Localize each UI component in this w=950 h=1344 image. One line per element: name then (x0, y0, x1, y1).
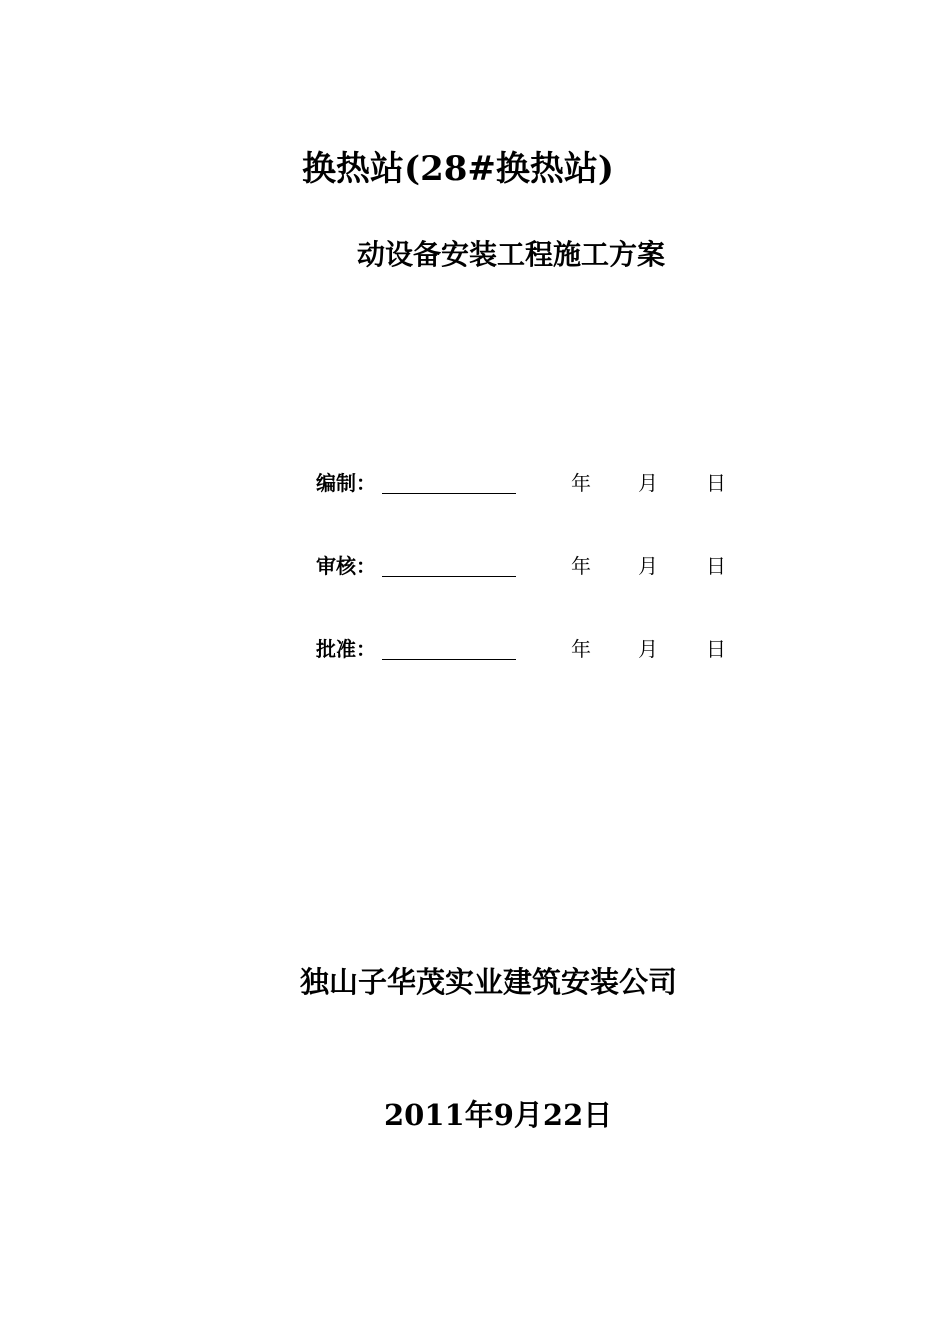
date-year-label: 年 (571, 471, 591, 495)
date-year-label: 年 (571, 637, 591, 661)
signature-label: 编制： (316, 471, 376, 495)
document-title: 换热站(28#换热站) (302, 149, 614, 189)
signature-row-review (316, 549, 736, 583)
signature-blank-line (382, 493, 516, 494)
date-month-label: 月 (638, 471, 658, 495)
signature-row-approve (316, 632, 736, 666)
date-month-label: 月 (638, 637, 658, 661)
signature-blank-line (382, 659, 516, 660)
signature-label: 审核： (316, 554, 376, 578)
signature-blank-line (382, 576, 516, 577)
signature-label: 批准： (316, 637, 376, 661)
date-year-label: 年 (571, 554, 591, 578)
company-name: 独山子华茂实业建筑安装公司 (300, 965, 678, 999)
signature-row-compile (316, 466, 736, 500)
document-date: 2011年9月22日 (384, 1098, 613, 1132)
date-day-label: 日 (706, 471, 726, 495)
date-month-label: 月 (638, 554, 658, 578)
document-subtitle: 动设备安装工程施工方案 (357, 238, 666, 271)
date-day-label: 日 (706, 554, 726, 578)
date-day-label: 日 (706, 637, 726, 661)
